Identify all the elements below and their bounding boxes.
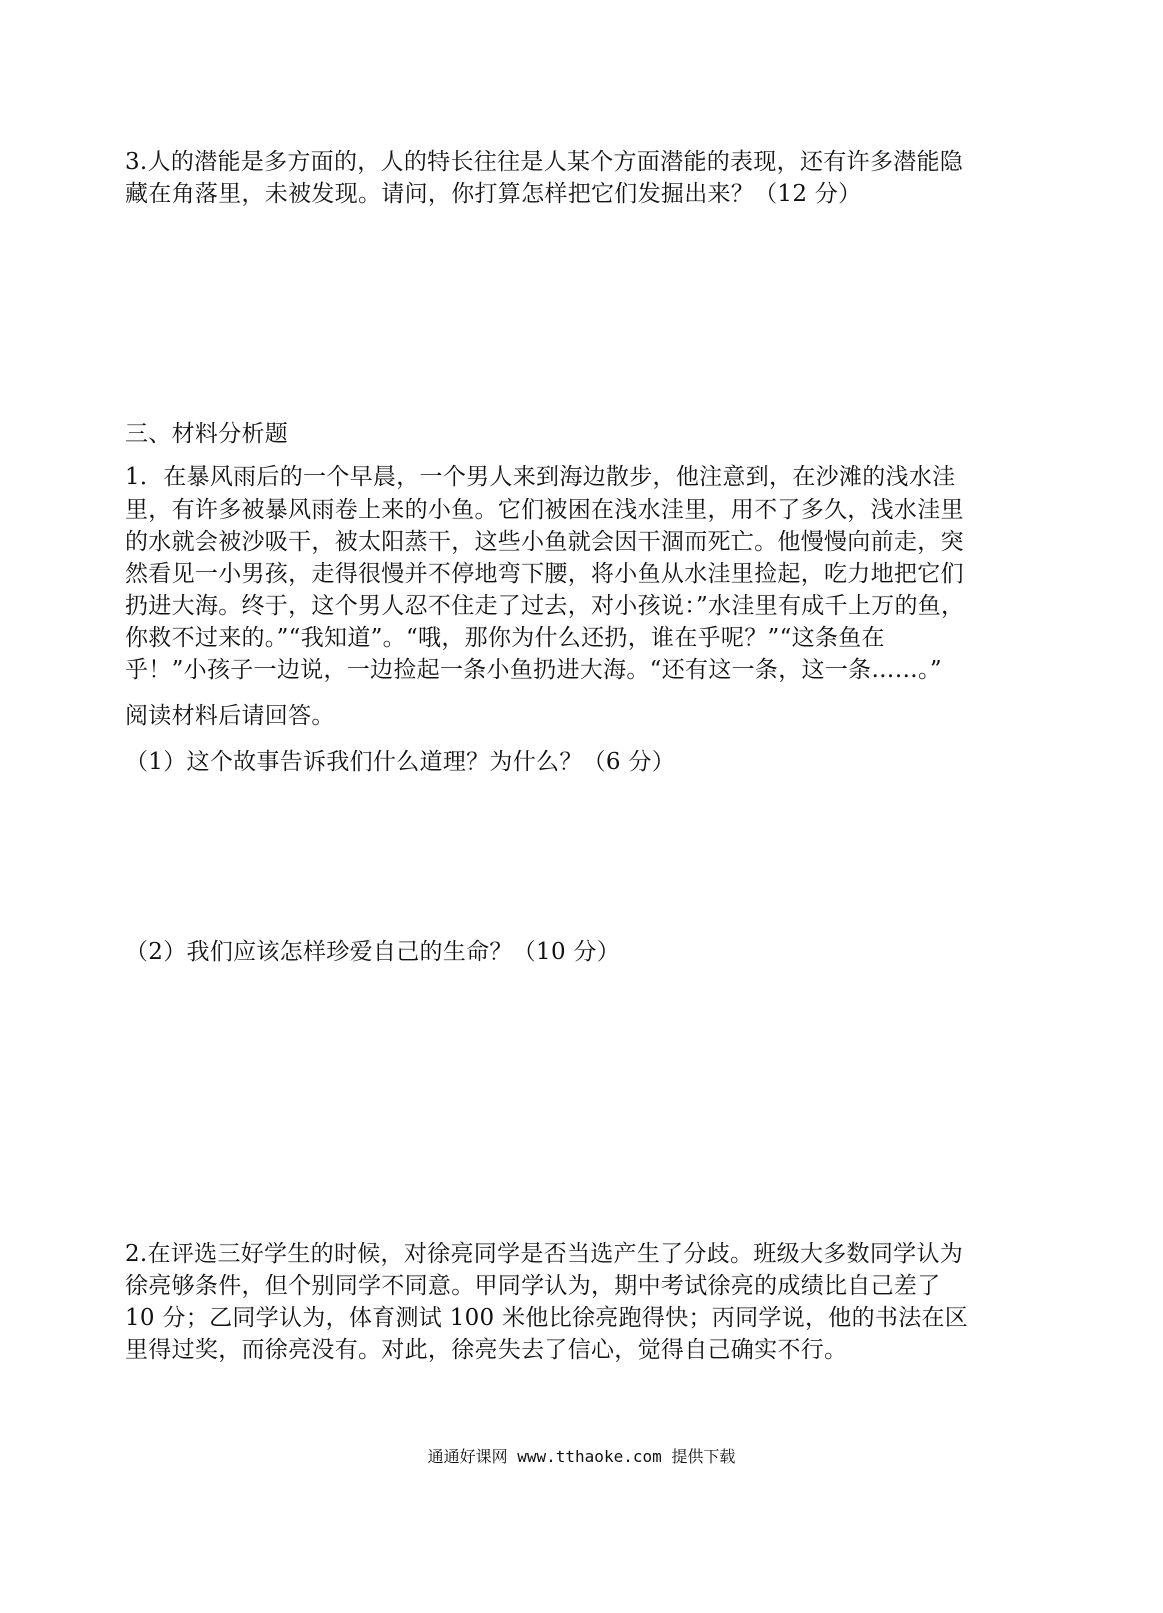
reading-prompt: 阅读材料后请回答。: [125, 703, 335, 729]
question-3-line-2: 藏在角落里，未被发现。请问，你打算怎样把它们发掘出来？（12 分）: [125, 181, 862, 207]
material-2-line-1: 2.在评选三好学生的时候，对徐亮同学是否当选产生了分歧。班级大多数同学认为: [125, 1241, 964, 1267]
sub-question-2: （2）我们应该怎样珍爱自己的生命？（10 分）: [125, 939, 621, 965]
material-1-line-3: 的水就会被沙吸干，被太阳蒸干，这些小鱼就会因干涸而死亡。他慢慢向前走，突: [125, 529, 964, 555]
material-1-line-1: 1．在暴风雨后的一个早晨，一个男人来到海边散步，他注意到，在沙滩的浅水洼: [125, 464, 956, 490]
sub-question-1: （1）这个故事告诉我们什么道理？为什么？（6 分）: [125, 749, 676, 775]
material-1-line-6: 你救不过来的。”“我知道”。“哦，那你为什么还扔，谁在乎呢？”“这条鱼在: [125, 625, 885, 651]
material-1-line-5: 扔进大海。终于，这个男人忍不住走了过去，对小孩说：”水洼里有成千上万的鱼，: [125, 593, 965, 619]
section-heading: 三、材料分析题: [125, 421, 289, 447]
material-2-line-2: 徐亮够条件，但个别同学不同意。甲同学认为，期中考试徐亮的成绩比自己差了: [125, 1273, 941, 1299]
material-1-line-4: 然看见一小男孩，走得很慢并不停地弯下腰，将小鱼从水洼里捡起，吃力地把它们: [125, 561, 964, 587]
material-2-line-3: 10 分；乙同学认为，体育测试 100 米他比徐亮跑得快；丙同学说，他的书法在区: [125, 1305, 969, 1331]
material-2-line-4: 里得过奖，而徐亮没有。对此，徐亮失去了信心，觉得自己确实不行。: [125, 1337, 848, 1363]
material-1-line-2: 里，有许多被暴风雨卷上来的小鱼。它们被困在浅水洼里，用不了多久，浅水洼里: [125, 497, 964, 523]
page-footer: 通通好课网 www.tthaoke.com 提供下载: [427, 1447, 736, 1466]
material-1-line-7: 乎！”小孩子一边说，一边捡起一条小鱼扔进大海。“还有这一条，这一条……。”: [125, 657, 942, 683]
question-3-line-1: 3.人的潜能是多方面的，人的特长往往是人某个方面潜能的表现，还有许多潜能隐: [125, 149, 964, 175]
